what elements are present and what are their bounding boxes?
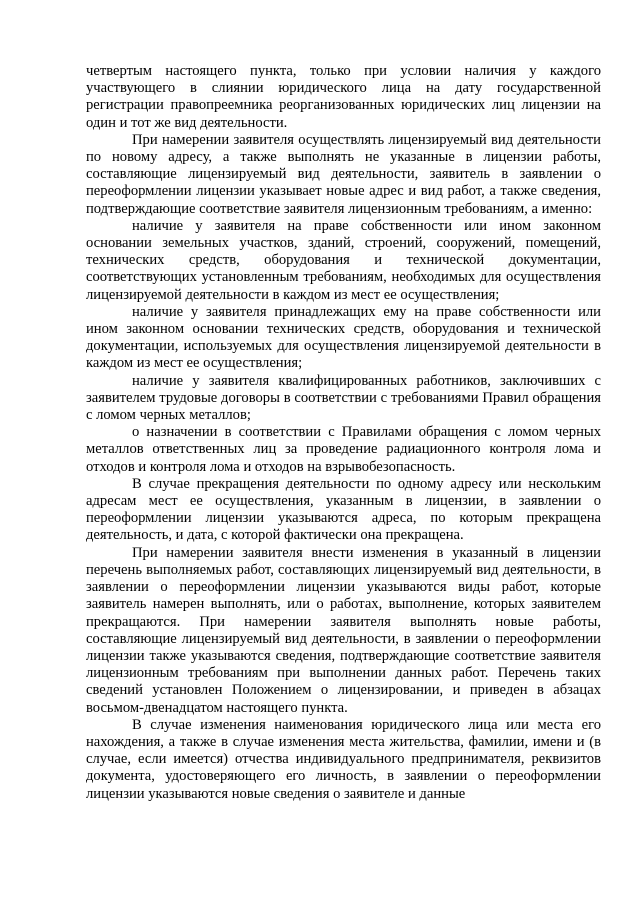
- paragraph-9: В случае изменения наименования юридического лица или места его нахождения, а также в случае изменения места жительства, фамилии, имени и (в случае, если имеется) отчества индивидуального предпринимателя, реквизитов документа, удостоверяющего его личность, в заявлении о переоформлении лицензии указываются новые сведения о заявителе и данные: [86, 716, 601, 802]
- document-body: [86, 63, 601, 803]
- paragraph-8: При намерении заявителя внести изменения в указанный в лицензии перечень выполняемых работ, составляющих лицензируемый вид деятельности, в заявлении о переоформлении лицензии указываются виды работ, которые заявитель намерен выполнять, или о работах, выполнение, которых заявителем прекращаются. При намерении заявителя выполнять новые работы, составляющие лицензируемый вид деятельности, в заявлении о переоформлении лицензии также указываются сведения, подтверждающие соответствие заявителя лицензионным требованиям при выполнении данных работ. Перечень таких сведений установлен Положением о лицензировании, и приведен в абзацах восьмом-двенадцатом настоящего пункта.: [86, 544, 601, 716]
- paragraph-3: наличие у заявителя на праве собственности или ином законном основании земельных участков, зданий, строений, сооружений, помещений, технических средств, оборудования и технической документации, соответствующих установленным требованиям, необходимых для осуществления лицензируемой деятельности в каждом из мест ее осуществления;: [86, 217, 601, 303]
- paragraph-5: наличие у заявителя квалифицированных работников, заключивших с заявителем трудовые договоры в соответствии с требованиями Правил обращения с ломом черных металлов;: [86, 372, 601, 424]
- paragraph-1: четвертым настоящего пункта, только при условии наличия у каждого участвующего в слиянии юридического лица на дату государственной регистрации правопреемника реорганизованных юридических лиц лицензии на один и тот же вид деятельности.: [86, 63, 601, 131]
- paragraph-6: о назначении в соответствии с Правилами обращения с ломом черных металлов ответственных лиц за проведение радиационного контроля лома и отходов и контроля лома и отходов на взрывобезопасность.: [86, 424, 601, 475]
- paragraph-2: При намерении заявителя осуществлять лицензируемый вид деятельности по новому адресу, а также выполнять не указанные в лицензии работы, составляющие лицензируемый вид деятельности, заявитель в заявлении о переоформлении лицензии указывает новые адрес и вид работ, а также сведения, подтверждающие соответствие заявителя лицензионным требованиям, а именно:: [86, 131, 601, 217]
- paragraph-7: В случае прекращения деятельности по одному адресу или нескольким адресам мест ее осуществления, указанным в лицензии, в заявлении о переоформлении лицензии указываются адреса, по которым прекращена деятельность, и дата, с которой фактически она прекращена.: [86, 475, 601, 544]
- paragraph-4: наличие у заявителя принадлежащих ему на праве собственности или ином законном основании технических средств, оборудования и технической документации, используемых для осуществления лицензируемой деятельности в каждом из мест ее осуществления;: [86, 303, 601, 372]
